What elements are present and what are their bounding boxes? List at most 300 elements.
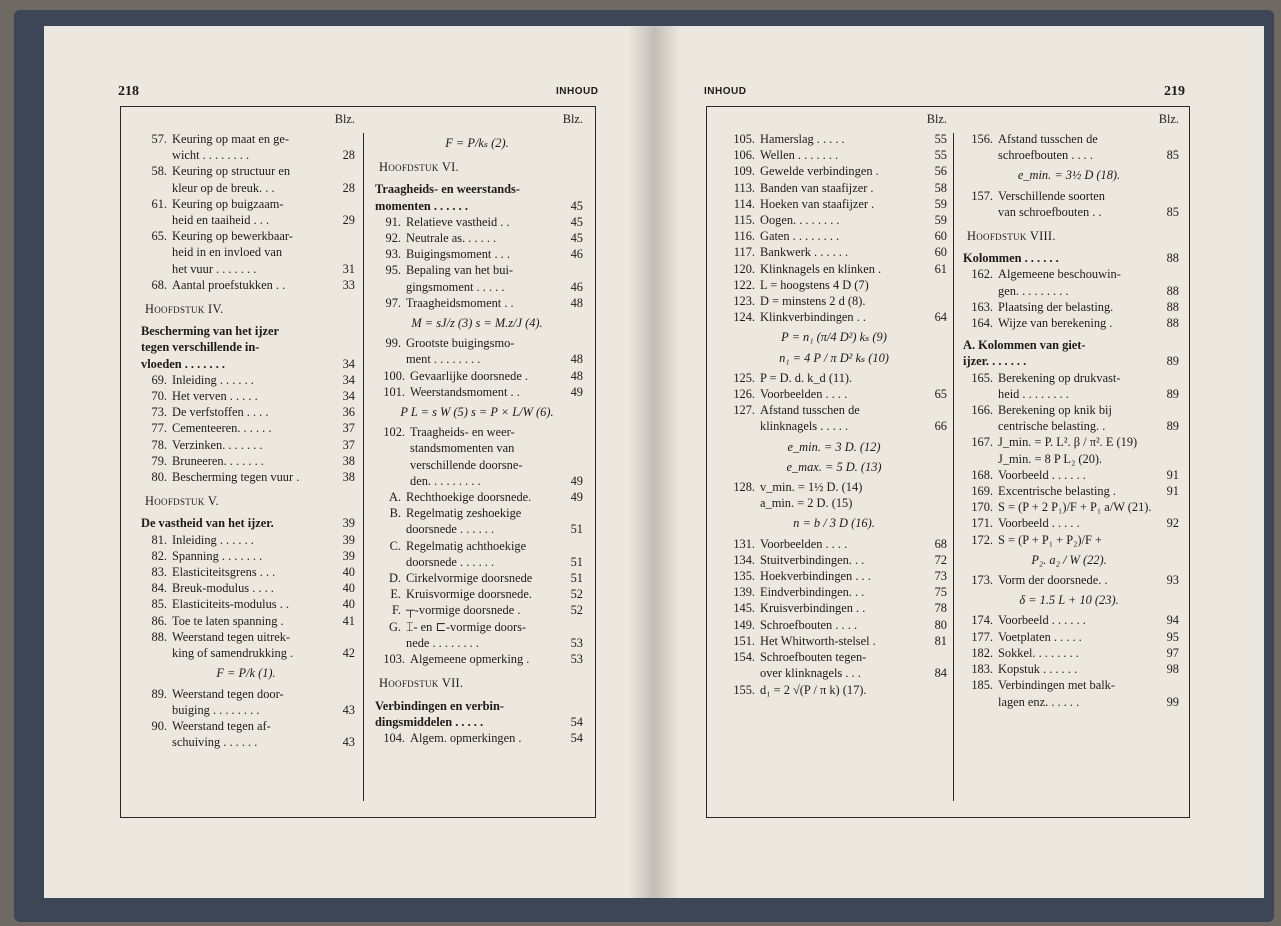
entry-page: 73 (934, 569, 947, 584)
entry-title (760, 402, 925, 434)
toc-entry[interactable] (721, 212, 947, 228)
toc-entry[interactable] (137, 548, 355, 564)
right-running-title: INHOUD (704, 86, 747, 97)
entry-title-line: Gaten . . . . . . . . (760, 229, 840, 244)
entry-number: D. (388, 571, 401, 586)
toc-entry[interactable] (137, 388, 355, 404)
entry-title-line: heid . . . . . . . . (998, 386, 1069, 401)
toc-entry[interactable] (959, 645, 1179, 661)
toc-entry[interactable] (959, 402, 1179, 434)
entry-title (172, 453, 333, 469)
toc-entry[interactable] (721, 682, 947, 698)
toc-entry[interactable] (721, 196, 947, 212)
entry-page: 33 (342, 277, 355, 292)
toc-entry[interactable] (371, 246, 583, 262)
toc-entry[interactable] (959, 188, 1179, 220)
entry-title (406, 214, 561, 230)
entry-title-line: gen. . . . . . . . . (998, 283, 1069, 298)
entry-title-line: P = D. d. k_d (11). (760, 370, 853, 385)
entry-title (172, 372, 333, 388)
entry-title (172, 718, 333, 750)
toc-entry[interactable] (137, 372, 355, 388)
entry-page: 53 (570, 635, 583, 650)
entry-number: 80. (151, 470, 167, 485)
toc-entry[interactable] (137, 277, 355, 293)
entry-title-line: Elasticiteitsgrens . . . (172, 565, 276, 580)
toc-entry[interactable] (137, 686, 355, 718)
entry-title-line: v_min. = 1½ D. (14) (760, 480, 863, 495)
entry-title (172, 437, 333, 453)
toc-entry[interactable] (371, 262, 583, 294)
entry-title-line: Voorbeelden . . . . (760, 536, 848, 551)
toc-entry[interactable] (137, 469, 355, 485)
toc-entry[interactable] (721, 228, 947, 244)
entry-title-line: Bepaling van het bui- (406, 263, 514, 278)
entry-title (406, 246, 561, 262)
entry-title (406, 505, 561, 537)
toc-entry[interactable] (959, 515, 1179, 531)
section-heading[interactable] (959, 337, 1179, 369)
toc-entry[interactable] (371, 489, 583, 505)
entry-number: 123. (733, 294, 755, 309)
toc-entry[interactable] (721, 402, 947, 434)
entry-page: 81 (934, 633, 947, 648)
entry-title-line: den. . . . . . . . . (410, 473, 481, 488)
entry-title-line: king of samendrukking . (172, 646, 294, 661)
toc-entry[interactable] (721, 600, 947, 616)
entry-page: 40 (342, 597, 355, 612)
entry-title-line: Banden van staafijzer . (760, 180, 874, 195)
entry-number: 163. (971, 299, 993, 314)
toc-entry[interactable] (371, 570, 583, 586)
toc-entry[interactable] (137, 196, 355, 228)
entry-number: 182. (971, 645, 993, 660)
entry-title-line: Regelmatig achthoekige (406, 538, 527, 553)
entry-title-line: Het Whitworth-stelsel . (760, 633, 876, 648)
entry-number: 128. (733, 480, 755, 495)
entry-number: 177. (971, 629, 993, 644)
entry-title-line: Sokkel. . . . . . . . (998, 645, 1079, 660)
entry-number: 115. (733, 213, 755, 228)
entry-page: 85 (1166, 148, 1179, 163)
toc-entry[interactable] (721, 633, 947, 649)
entry-page: 40 (342, 565, 355, 580)
entry-title (172, 580, 333, 596)
entry-title (410, 730, 561, 746)
left-page-number: 218 (118, 84, 139, 99)
toc-entry[interactable] (371, 602, 583, 618)
entry-page: 49 (570, 490, 583, 505)
toc-entry[interactable] (371, 538, 583, 570)
toc-entry[interactable] (137, 404, 355, 420)
entry-title (406, 570, 561, 586)
entry-page: 46 (570, 247, 583, 262)
toc-entry[interactable] (959, 612, 1179, 628)
toc-entry[interactable] (371, 214, 583, 230)
entry-number: 166. (971, 403, 993, 418)
toc-entry[interactable] (371, 505, 583, 537)
toc-entry[interactable] (959, 299, 1179, 315)
entry-title (998, 612, 1157, 628)
right-column-rule (953, 133, 954, 801)
entry-page: 68 (934, 536, 947, 551)
section-heading-line: tegen verschillende in- (141, 340, 260, 355)
entry-page: 49 (570, 384, 583, 399)
entry-page: 95 (1166, 629, 1179, 644)
entry-title-line: Breuk-modulus . . . . (172, 581, 274, 596)
entry-title (998, 370, 1157, 402)
toc-entry[interactable] (959, 483, 1179, 499)
entry-title (760, 131, 925, 147)
toc-entry[interactable] (371, 295, 583, 311)
entry-number: 89. (151, 686, 167, 701)
toc-entry[interactable] (959, 315, 1179, 331)
toc-entry[interactable] (959, 370, 1179, 402)
section-heading[interactable] (371, 181, 583, 213)
toc-entry[interactable] (959, 467, 1179, 483)
section-heading-line: De vastheid van het ijzer. (141, 516, 274, 531)
entry-number: 93. (385, 247, 401, 262)
entry-number: 85. (151, 597, 167, 612)
entry-title (172, 548, 333, 564)
entry-number: 145. (733, 601, 755, 616)
entry-page: 37 (342, 437, 355, 452)
toc-entry[interactable] (959, 499, 1179, 515)
formula: P₂. a₂ / W (22). (1031, 552, 1107, 567)
entry-page: 34 (342, 372, 355, 387)
entry-title (760, 244, 925, 260)
entry-title (998, 572, 1157, 588)
entry-page: 53 (570, 652, 583, 667)
entry-number: 83. (151, 565, 167, 580)
entry-number: 151. (733, 633, 755, 648)
entry-number: 86. (151, 613, 167, 628)
entry-page: 56 (934, 164, 947, 179)
entry-number: 78. (151, 437, 167, 452)
entry-title (172, 196, 333, 228)
entry-title-line: Hamerslag . . . . . (760, 132, 845, 146)
toc-entry[interactable] (137, 596, 355, 612)
entry-title-line: Gewelde verbindingen . (760, 164, 879, 179)
entry-title (998, 402, 1157, 434)
entry-title-line: ment . . . . . . . . (406, 352, 481, 367)
entry-page: 48 (570, 368, 583, 383)
toc-entry[interactable] (137, 564, 355, 580)
toc-entry[interactable] (371, 368, 583, 384)
right-page-gutter-shadow (654, 26, 680, 898)
toc-entry[interactable] (371, 586, 583, 602)
left-col-1 (137, 107, 355, 817)
entry-number: 113. (733, 180, 755, 195)
entry-number: 109. (733, 164, 755, 179)
entry-page: 58 (934, 180, 947, 195)
left-toc-frame (120, 106, 596, 818)
entry-title-line: Gevaarlijke doorsnede . (410, 368, 529, 383)
toc-entry[interactable] (137, 228, 355, 277)
toc-entry[interactable] (137, 532, 355, 548)
toc-entry[interactable] (137, 420, 355, 436)
entry-number: 185. (971, 678, 993, 693)
entry-title-line: Hoekverbindingen . . . (760, 569, 871, 584)
entry-page: 51 (570, 571, 583, 586)
entry-title-line: ┬-vormige doorsnede . (406, 603, 521, 618)
toc-entry[interactable] (721, 649, 947, 681)
entry-title (760, 682, 925, 698)
entry-title (760, 536, 925, 552)
toc-entry[interactable] (959, 532, 1179, 548)
toc-entry[interactable] (959, 661, 1179, 677)
entry-title (172, 596, 333, 612)
entry-title-line: schuiving . . . . . . (172, 735, 258, 750)
entry-page: 51 (570, 522, 583, 537)
entry-title-line: Cementeeren. . . . . . (172, 421, 272, 436)
entry-page: 51 (570, 554, 583, 569)
entry-number: 154. (733, 650, 755, 665)
entry-number: 65. (151, 229, 167, 244)
entry-title-line: Keuring op maat en ge- (172, 132, 289, 146)
entry-title (172, 420, 333, 436)
toc-entry[interactable] (721, 293, 947, 309)
entry-title-line: Spanning . . . . . . . (172, 548, 263, 563)
entry-title (998, 499, 1157, 515)
entry-number: 99. (385, 336, 401, 351)
entry-title (998, 188, 1157, 220)
toc-entry[interactable] (137, 718, 355, 750)
toc-entry[interactable] (371, 424, 583, 489)
entry-number: 114. (733, 196, 755, 211)
toc-entry[interactable] (721, 617, 947, 633)
toc-entry[interactable] (721, 131, 947, 147)
entry-title-line: Stuitverbindingen. . . (760, 552, 865, 567)
section-heading-line: vloeden . . . . . . . (141, 356, 225, 371)
entry-title (760, 261, 925, 277)
entry-page: 80 (934, 617, 947, 632)
entry-title (172, 404, 333, 420)
entry-title-line: L = hoogstens 4 D (7) (760, 277, 869, 292)
toc-entry[interactable] (137, 629, 355, 661)
entry-number: 155. (733, 682, 755, 697)
entry-number: 77. (151, 421, 167, 436)
entry-title-line: Eindverbindingen. . . (760, 585, 865, 600)
entry-number: 174. (971, 613, 993, 628)
entry-number: 149. (733, 617, 755, 632)
toc-entry[interactable] (371, 384, 583, 400)
toc-entry[interactable] (721, 277, 947, 293)
entry-title-line: Wellen . . . . . . . (760, 148, 839, 163)
entry-number: 70. (151, 389, 167, 404)
toc-entry[interactable] (721, 479, 947, 511)
toc-entry[interactable] (371, 619, 583, 651)
toc-entry[interactable] (721, 163, 947, 179)
entry-number: 122. (733, 277, 755, 292)
entry-title-line: Inleiding . . . . . . (172, 532, 254, 547)
entry-title-line: Weerstand tegen door- (172, 686, 284, 701)
section-heading[interactable] (959, 250, 1179, 266)
toc-entry[interactable] (721, 536, 947, 552)
toc-entry[interactable] (137, 131, 355, 163)
entry-title-line: Verbindingen met balk- (998, 678, 1115, 693)
section-page: 88 (1166, 251, 1179, 266)
entry-page: 97 (1166, 645, 1179, 660)
entry-title (760, 370, 925, 386)
section-heading[interactable] (137, 515, 355, 531)
entry-title (760, 649, 925, 681)
entry-title-line: Berekening op knik bij (998, 403, 1112, 418)
entry-title (172, 629, 333, 661)
toc-entry[interactable] (137, 163, 355, 195)
entry-page: 66 (934, 419, 947, 434)
right-toc-frame (706, 106, 1190, 818)
toc-entry[interactable] (721, 180, 947, 196)
entry-number: 157. (971, 188, 993, 203)
toc-entry[interactable] (959, 677, 1179, 709)
toc-entry[interactable] (959, 131, 1179, 163)
toc-entry[interactable] (137, 580, 355, 596)
formula: n = b / 3 D (16). (793, 516, 875, 531)
toc-entry[interactable] (371, 651, 583, 667)
entry-number: B. (389, 506, 401, 521)
toc-entry[interactable] (721, 261, 947, 277)
toc-entry[interactable] (721, 370, 947, 386)
entry-title (760, 228, 925, 244)
entry-title-line: Bruneeren. . . . . . . (172, 453, 264, 468)
section-heading[interactable] (137, 323, 355, 372)
entry-title (172, 686, 333, 718)
toc-entry[interactable] (371, 230, 583, 246)
entry-title (406, 538, 561, 570)
toc-entry[interactable] (721, 386, 947, 402)
entry-title-line: Klinkverbindingen . . (760, 310, 866, 325)
entry-page: 99 (1166, 694, 1179, 709)
toc-entry[interactable] (959, 434, 1179, 466)
entry-page: 94 (1166, 613, 1179, 628)
entry-title-line: Voetplaten . . . . . (998, 629, 1082, 644)
toc-entry[interactable] (959, 629, 1179, 645)
entry-title-line: Traagheidsmoment . . (406, 295, 514, 310)
entry-title-line: Schroefbouten tegen- (760, 650, 867, 665)
entry-title (760, 147, 925, 163)
entry-title-line: klinknagels . . . . . (760, 419, 849, 434)
entry-title (998, 645, 1157, 661)
toc-entry[interactable] (137, 453, 355, 469)
entry-number: 95. (385, 263, 401, 278)
entry-page: 28 (342, 180, 355, 195)
entry-page: 88 (1166, 316, 1179, 331)
entry-page: 28 (342, 148, 355, 163)
entry-number: 183. (971, 662, 993, 677)
entry-title (406, 262, 561, 294)
entry-title-line: Klinknagels en klinken . (760, 261, 882, 276)
entry-title (760, 180, 925, 196)
entry-page: 48 (570, 295, 583, 310)
entry-page: 88 (1166, 299, 1179, 314)
entry-number: 162. (971, 267, 993, 282)
entry-title (760, 196, 925, 212)
toc-entry[interactable] (137, 613, 355, 629)
toc-entry[interactable] (959, 266, 1179, 298)
toc-entry[interactable] (721, 309, 947, 325)
entry-title (406, 619, 561, 651)
entry-number: 169. (971, 484, 993, 499)
entry-title (406, 230, 561, 246)
entry-number: 100. (383, 368, 405, 383)
entry-number: 90. (151, 718, 167, 733)
entry-title (998, 315, 1157, 331)
entry-title-line: verschillende doorsne- (410, 457, 523, 472)
entry-title-line: standsmomenten van (410, 441, 515, 456)
toc-entry[interactable] (959, 572, 1179, 588)
entry-number: 120. (733, 261, 755, 276)
entry-page: 49 (570, 473, 583, 488)
entry-title-line: S = (P + 2 P₁)/F + P₁ a/W (21). (998, 500, 1152, 515)
toc-entry[interactable] (721, 584, 947, 600)
toc-entry[interactable] (721, 147, 947, 163)
entry-number: A. (388, 490, 401, 505)
entry-number: 79. (151, 453, 167, 468)
entry-title (172, 277, 333, 293)
formula: n₁ = 4 P / π D² kₛ (10) (779, 350, 889, 365)
entry-number: 73. (151, 405, 167, 420)
entry-title-line: doorsnede . . . . . . (406, 554, 495, 569)
entry-title-line: D = minstens 2 d (8). (760, 294, 866, 309)
entry-page: 52 (570, 587, 583, 602)
toc-entry[interactable] (721, 552, 947, 568)
section-page: 39 (342, 516, 355, 531)
formula: M = sJ/z (3) s = M.z/J (4). (411, 316, 543, 331)
entry-title-line: Toe te laten spanning . (172, 613, 284, 628)
formula: e_min. = 3½ D (18). (1017, 168, 1121, 183)
entry-title (410, 424, 561, 489)
entry-number: 81. (151, 532, 167, 547)
entry-page: 98 (1166, 662, 1179, 677)
entry-title (760, 633, 925, 649)
entry-page: 60 (934, 245, 947, 260)
entry-page: 43 (342, 702, 355, 717)
section-heading[interactable] (371, 698, 583, 730)
toc-entry[interactable] (721, 244, 947, 260)
entry-number: 91. (385, 214, 401, 229)
entry-title-line: Weerstand tegen af- (172, 718, 271, 733)
toc-entry[interactable] (371, 335, 583, 367)
section-heading-line: Verbindingen en verbin- (375, 698, 504, 713)
entry-page: 91 (1166, 484, 1179, 499)
entry-title-line: Kruisverbindingen . . (760, 601, 866, 616)
entry-title (406, 489, 561, 505)
entry-title-line: kleur op de breuk. . . (172, 180, 275, 195)
section-page: 45 (570, 198, 583, 213)
entry-title-line: a_min. = 2 D. (15) (760, 496, 853, 511)
entry-title-line: het vuur . . . . . . . (172, 261, 257, 276)
entry-title (998, 131, 1157, 163)
entry-title (410, 384, 561, 400)
entry-title (760, 479, 925, 511)
toc-entry[interactable] (371, 730, 583, 746)
blz-header: Blz. (334, 112, 355, 126)
entry-title-line: Keuring op bewerkbaar- (172, 229, 293, 244)
entry-title (998, 677, 1157, 709)
entry-page: 72 (934, 552, 947, 567)
entry-number: C. (389, 538, 401, 553)
entry-title (998, 532, 1157, 548)
entry-number: 117. (733, 245, 755, 260)
entry-title-line: Weerstand tegen uitrek- (172, 629, 291, 644)
toc-entry[interactable] (721, 568, 947, 584)
toc-entry[interactable] (137, 437, 355, 453)
blz-header: Blz. (562, 112, 583, 126)
left-column-rule (363, 133, 364, 801)
entry-number: 165. (971, 370, 993, 385)
entry-title-line: heid en taaiheid . . . (172, 213, 270, 228)
